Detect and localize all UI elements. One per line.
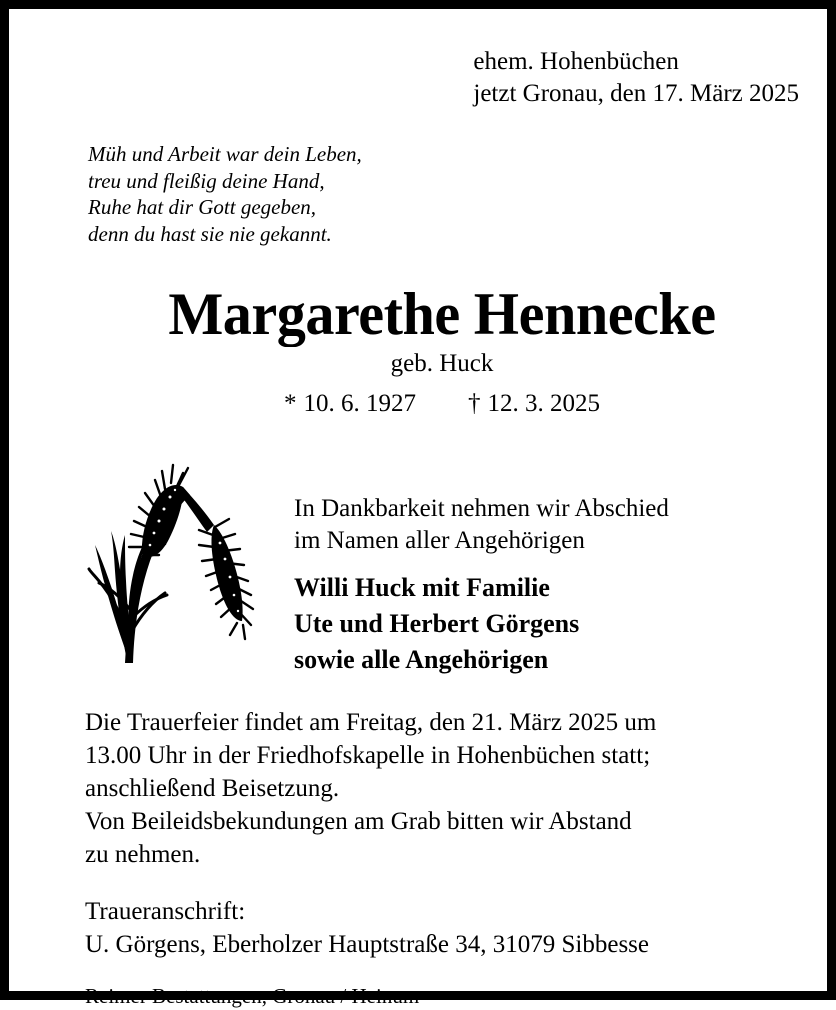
emblem-and-mourners — [85, 435, 799, 678]
funeral-service-details — [85, 706, 799, 871]
mourning-family-line-2: Ute und Herbert Görgens — [294, 609, 580, 638]
maiden-name: geb. Huck — [390, 350, 494, 377]
mourning-family-line-1: Willi Huck mit Familie — [294, 573, 550, 602]
header-block — [85, 9, 799, 110]
service-line-4: Von Beileidsbekundungen am Grab bitten wir Abstand — [85, 808, 632, 835]
header-lines — [473, 46, 799, 110]
mourning-intro-line-1: In Dankbarkeit nehmen wir Abschied — [294, 495, 669, 522]
former-residence: ehem. Hohenbüchen — [473, 48, 679, 75]
deceased-name: Margarethe Hennecke — [168, 281, 716, 347]
notice-content — [9, 9, 827, 1008]
mourning-address-value: U. Görgens, Eberholzer Hauptstraße 34, 31079 Sibbesse — [85, 931, 650, 958]
service-line-2: 13.00 Uhr in der Friedhofskapelle in Hohenbüchen statt; — [85, 742, 651, 769]
birth-date: 10. 6. 1927 — [303, 390, 416, 417]
memorial-verse — [88, 141, 799, 247]
verse-line-2: treu und fleißig deine Hand, — [88, 168, 325, 193]
notice-inner-area — [9, 9, 827, 1008]
mourning-address-label: Traueranschrift: — [85, 898, 246, 925]
mourners-block — [262, 435, 799, 678]
birth-date-group — [284, 390, 416, 417]
death-date: 12. 3. 2025 — [487, 390, 600, 417]
service-line-1: Die Trauerfeier findet am Freitag, den 21. März 2025 um — [85, 709, 657, 736]
wheat-ears-icon — [87, 435, 262, 665]
mourning-family-line-3: sowie alle Angehörigen — [294, 645, 549, 674]
mourning-family-names — [294, 570, 799, 678]
undertaker-name: Reimer Bestattungen, Gronau / Heinum — [85, 984, 420, 1008]
birth-star-icon: * — [284, 390, 297, 417]
mourning-address — [85, 895, 799, 961]
verse-line-3: Ruhe hat dir Gott gegeben, — [88, 195, 317, 219]
verse-line-4: denn du hast sie nie gekannt. — [88, 221, 332, 246]
deceased-name-block — [85, 283, 799, 381]
life-dates — [85, 389, 799, 419]
cross-dagger-icon: † — [468, 390, 481, 417]
mourning-intro-line-2: im Namen aller Angehörigen — [294, 527, 585, 554]
service-line-3: anschließend Beisetzung. — [85, 775, 340, 802]
service-line-5: zu nehmen. — [85, 841, 201, 868]
current-residence-and-date: jetzt Gronau, den 17. März 2025 — [473, 80, 799, 107]
verse-line-1: Müh und Arbeit war dein Leben, — [88, 142, 362, 166]
death-date-group — [468, 390, 600, 417]
